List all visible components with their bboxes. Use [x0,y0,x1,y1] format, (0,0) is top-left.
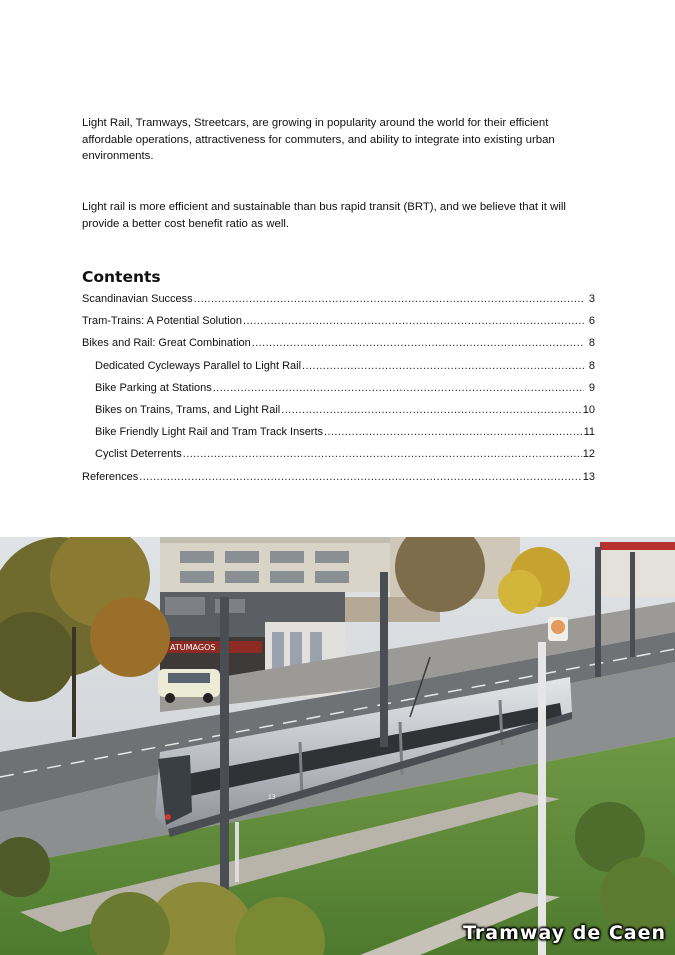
toc-dot-leader [139,466,581,488]
intro-paragraph-1: Light Rail, Tramways, Streetcars, are growing in popularity around the world for their efficient affordable operations, attractiveness for commuters, and ability to integrate into existing urban environments. [82,117,555,162]
toc-dot-leader [213,377,584,399]
tramway-scene [0,537,675,955]
toc-dot-leader [324,421,583,443]
toc-page-number: 3 [588,293,595,305]
toc-entry-bikes-on-trains[interactable] [82,399,595,421]
toc-entry-title: Tram-Trains: A Potential Solution [82,315,242,328]
storefront-sign-text: ATUMAGOS [170,643,216,652]
toc-entry-dedicated-cycleways[interactable] [82,355,595,377]
toc-entry-track-inserts[interactable] [82,421,595,443]
table-of-contents [82,288,595,488]
toc-page-number: 12 [582,448,595,461]
toc-entry-references[interactable] [82,466,595,488]
toc-dot-leader [183,443,582,465]
toc-entry-title: Dedicated Cycleways Parallel to Light Rail [95,359,302,372]
toc-entry-title: Bikes and Rail: Great Combination [82,337,251,350]
toc-page-number: 9 [588,381,595,394]
toc-page-number: 8 [588,337,595,350]
toc-page-number: 6 [588,315,595,328]
toc-dot-leader [252,332,584,354]
toc-entry-title: Bike Parking at Stations [95,381,212,394]
toc-dot-leader [194,288,584,310]
intro-paragraph-2: Light rail is more efficient and sustainable than bus rapid transit (BRT), and we believe that it will provide a better cost benefit ratio as well. [82,201,566,230]
toc-entry-title: References [82,470,139,483]
toc-dot-leader [302,355,584,377]
toc-entry-cyclist-deterrents[interactable] [82,443,595,465]
toc-page-number: 8 [588,359,595,372]
toc-dot-leader [281,399,582,421]
toc-entry-bikes-and-rail[interactable] [82,332,595,354]
toc-page-number: 10 [582,403,595,416]
contents-heading: Contents [82,268,161,286]
toc-entry-title: Bike Friendly Light Rail and Tram Track Inserts [95,426,324,439]
toc-entry-title: Cyclist Deterrents [95,448,182,461]
toc-entry-tram-trains[interactable] [82,310,595,332]
toc-entry-title: Bikes on Trains, Trams, and Light Rail [95,403,281,416]
toc-page-number: 11 [583,426,595,439]
tram-number-text: 13 [268,794,276,801]
photo-caption: Tramway de Caen [463,922,666,944]
toc-entry-title: Scandinavian Success [82,293,193,305]
toc-entry-bike-parking[interactable] [82,377,595,399]
toc-dot-leader [243,310,584,332]
toc-page-number: 13 [582,470,595,483]
tramway-photo [0,537,675,955]
toc-entry-scandinavian-success[interactable] [82,288,595,310]
